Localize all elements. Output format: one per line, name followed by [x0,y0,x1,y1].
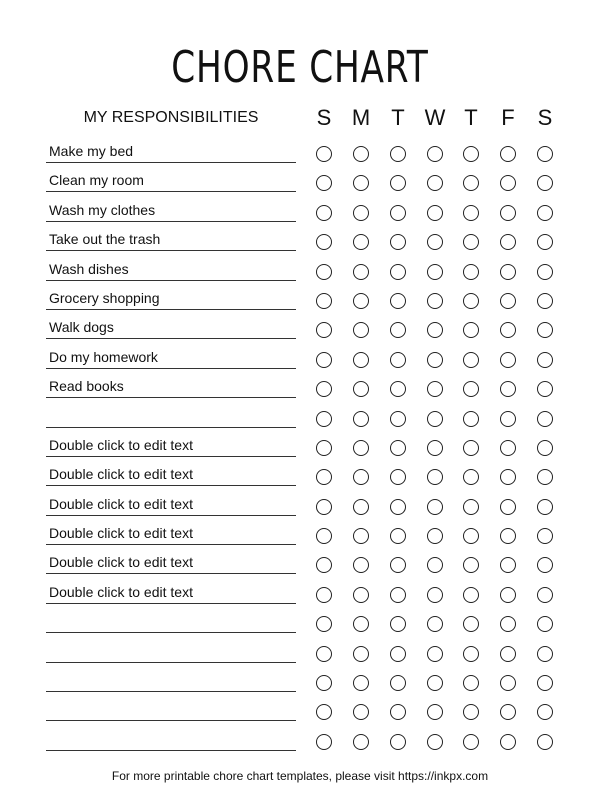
chore-label[interactable]: Take out the trash [46,227,296,251]
chore-label[interactable]: Double click to edit text [46,492,296,516]
day-checkbox[interactable] [390,734,406,750]
day-checkbox[interactable] [353,469,369,485]
responsibilities-header: MY RESPONSIBILITIES [83,109,259,126]
chore-label[interactable]: Make my bed [46,139,296,163]
day-header-3: W [424,105,446,130]
chore-label[interactable]: Do my homework [46,345,296,369]
day-checkbox[interactable] [316,381,332,397]
day-checkbox[interactable] [390,411,406,427]
chore-label[interactable]: Clean my room [46,168,296,192]
day-checkbox[interactable] [427,234,443,250]
day-checkbox[interactable] [316,440,332,456]
day-checkbox[interactable] [353,234,369,250]
day-checkbox[interactable] [316,146,332,162]
day-checkbox[interactable] [427,411,443,427]
chore-row [0,345,600,374]
day-checkbox[interactable] [500,646,516,662]
chore-row [0,550,600,579]
day-checkbox[interactable] [390,146,406,162]
chore-label[interactable] [46,639,296,663]
day-checkbox[interactable] [463,293,479,309]
day-checkbox[interactable] [390,499,406,515]
day-checkbox[interactable] [390,675,406,691]
day-checkbox[interactable] [427,440,443,456]
day-checkbox[interactable] [463,146,479,162]
day-checkbox[interactable] [537,175,553,191]
chore-row [0,609,600,638]
chore-row [0,580,600,609]
day-checkbox[interactable] [316,205,332,221]
day-checkbox[interactable] [500,352,516,368]
chore-label[interactable] [46,404,296,428]
day-checkbox[interactable] [500,293,516,309]
day-checkbox[interactable] [316,469,332,485]
day-checkbox[interactable] [390,528,406,544]
day-checkbox[interactable] [463,205,479,221]
day-checkbox[interactable] [463,411,479,427]
chore-row [0,257,600,286]
day-checkbox[interactable] [500,469,516,485]
day-checkbox[interactable] [537,557,553,573]
day-checkbox[interactable] [390,440,406,456]
day-checkbox[interactable] [390,205,406,221]
day-header-0: S [316,105,332,130]
day-checkbox[interactable] [390,469,406,485]
day-checkbox[interactable] [463,734,479,750]
day-checkbox[interactable] [427,205,443,221]
day-checkbox[interactable] [353,293,369,309]
chore-row [0,168,600,197]
day-checkbox[interactable] [537,264,553,280]
chore-row [0,404,600,433]
day-checkbox[interactable] [353,587,369,603]
day-checkbox[interactable] [463,234,479,250]
day-checkbox[interactable] [427,322,443,338]
chore-row [0,462,600,491]
day-checkbox[interactable] [427,499,443,515]
chore-row [0,727,600,756]
day-checkbox[interactable] [316,499,332,515]
page-title: CHORE CHART [171,42,429,93]
day-checkbox[interactable] [500,146,516,162]
day-checkbox[interactable] [463,264,479,280]
chore-label[interactable]: Double click to edit text [46,580,296,604]
day-checkbox[interactable] [427,616,443,632]
chore-label[interactable] [46,668,296,692]
day-checkbox[interactable] [390,616,406,632]
day-checkbox[interactable] [427,264,443,280]
day-checkbox[interactable] [427,175,443,191]
day-checkbox[interactable] [427,557,443,573]
chore-row [0,668,600,697]
day-checkbox[interactable] [390,175,406,191]
day-checkbox[interactable] [353,646,369,662]
day-checkbox[interactable] [427,146,443,162]
day-checkbox[interactable] [463,175,479,191]
day-checkbox[interactable] [537,587,553,603]
day-checkbox[interactable] [353,175,369,191]
day-checkbox[interactable] [390,557,406,573]
chore-row [0,639,600,668]
day-checkbox[interactable] [427,704,443,720]
day-checkbox[interactable] [353,557,369,573]
day-checkbox[interactable] [390,381,406,397]
day-checkbox[interactable] [500,322,516,338]
day-checkbox[interactable] [353,352,369,368]
day-checkbox[interactable] [353,675,369,691]
day-checkbox[interactable] [316,616,332,632]
day-checkbox[interactable] [500,557,516,573]
day-checkbox[interactable] [537,675,553,691]
day-checkbox[interactable] [537,146,553,162]
chore-label[interactable] [46,609,296,633]
day-checkbox[interactable] [316,587,332,603]
day-checkbox[interactable] [316,264,332,280]
day-checkbox[interactable] [500,411,516,427]
day-checkbox[interactable] [500,734,516,750]
day-checkbox[interactable] [316,528,332,544]
day-checkbox[interactable] [500,440,516,456]
day-header-1: M [351,105,371,130]
day-checkbox[interactable] [390,293,406,309]
day-checkbox[interactable] [537,734,553,750]
day-checkbox[interactable] [353,616,369,632]
chore-row [0,286,600,315]
day-checkbox[interactable] [427,352,443,368]
day-checkbox[interactable] [537,322,553,338]
day-checkbox[interactable] [427,734,443,750]
day-checkbox[interactable] [537,293,553,309]
day-checkbox[interactable] [427,646,443,662]
day-checkbox[interactable] [390,646,406,662]
day-checkbox[interactable] [500,205,516,221]
chore-label[interactable] [46,727,296,751]
footer-note: For more printable chore chart templates, please visit https://inkpx.com [111,769,489,783]
day-checkbox[interactable] [427,528,443,544]
day-checkbox[interactable] [316,322,332,338]
chore-row [0,433,600,462]
day-header-row [0,104,600,132]
day-checkbox[interactable] [500,528,516,544]
day-checkbox[interactable] [390,264,406,280]
chore-row [0,697,600,726]
day-checkbox[interactable] [316,557,332,573]
day-checkbox[interactable] [390,322,406,338]
chore-row [0,374,600,403]
day-checkbox[interactable] [500,675,516,691]
chore-label[interactable] [46,697,296,721]
day-checkbox[interactable] [316,675,332,691]
day-checkbox[interactable] [537,352,553,368]
day-checkbox[interactable] [353,440,369,456]
day-checkbox[interactable] [353,264,369,280]
day-checkbox[interactable] [353,704,369,720]
day-header-6: S [537,105,553,130]
day-checkbox[interactable] [463,322,479,338]
day-checkbox[interactable] [537,381,553,397]
day-checkbox[interactable] [463,704,479,720]
day-checkbox[interactable] [427,293,443,309]
day-checkbox[interactable] [537,469,553,485]
day-checkbox[interactable] [316,704,332,720]
day-checkbox[interactable] [463,440,479,456]
chore-row [0,198,600,227]
chore-label[interactable]: Double click to edit text [46,550,296,574]
day-checkbox[interactable] [316,293,332,309]
day-checkbox[interactable] [427,381,443,397]
day-checkbox[interactable] [316,352,332,368]
day-checkbox[interactable] [537,704,553,720]
day-checkbox[interactable] [353,146,369,162]
day-checkbox[interactable] [537,616,553,632]
day-checkbox[interactable] [316,646,332,662]
chore-label[interactable]: Double click to edit text [46,462,296,486]
day-checkbox[interactable] [390,352,406,368]
day-checkbox[interactable] [463,469,479,485]
day-checkbox[interactable] [500,381,516,397]
day-checkbox[interactable] [500,704,516,720]
day-checkbox[interactable] [463,675,479,691]
day-checkbox[interactable] [353,205,369,221]
chore-label[interactable]: Wash dishes [46,257,296,281]
chore-list [0,139,600,756]
day-checkbox[interactable] [390,704,406,720]
day-header-5: F [501,105,515,130]
chore-label[interactable]: Read books [46,374,296,398]
day-checkbox[interactable] [316,734,332,750]
day-checkbox[interactable] [537,205,553,221]
day-checkbox[interactable] [463,381,479,397]
day-checkbox[interactable] [537,646,553,662]
day-checkbox[interactable] [316,411,332,427]
day-checkbox[interactable] [500,175,516,191]
day-checkbox[interactable] [537,440,553,456]
chore-label[interactable]: Double click to edit text [46,521,296,545]
day-checkbox[interactable] [353,499,369,515]
chore-row [0,315,600,344]
day-checkbox[interactable] [500,587,516,603]
day-checkbox[interactable] [316,234,332,250]
day-checkbox[interactable] [537,411,553,427]
chore-row [0,492,600,521]
day-checkbox[interactable] [500,264,516,280]
chore-label[interactable]: Grocery shopping [46,286,296,310]
day-checkbox[interactable] [537,499,553,515]
day-checkbox[interactable] [390,587,406,603]
day-checkbox[interactable] [427,675,443,691]
chore-row [0,521,600,550]
chore-label[interactable]: Double click to edit text [46,433,296,457]
day-checkbox[interactable] [463,587,479,603]
day-checkbox[interactable] [463,557,479,573]
day-checkbox[interactable] [427,587,443,603]
day-header-2: T [391,105,405,130]
day-checkbox[interactable] [537,234,553,250]
day-checkbox[interactable] [463,499,479,515]
day-checkbox[interactable] [463,528,479,544]
chore-label[interactable]: Wash my clothes [46,198,296,222]
day-checkbox[interactable] [500,499,516,515]
chore-row [0,227,600,256]
day-checkbox[interactable] [463,352,479,368]
chore-row [0,139,600,168]
day-checkbox[interactable] [390,234,406,250]
day-checkbox[interactable] [537,528,553,544]
day-checkbox[interactable] [500,616,516,632]
day-checkbox[interactable] [463,616,479,632]
day-checkbox[interactable] [353,322,369,338]
day-checkbox[interactable] [353,734,369,750]
day-checkbox[interactable] [500,234,516,250]
day-checkbox[interactable] [463,646,479,662]
day-header-4: T [464,105,478,130]
day-checkbox[interactable] [353,381,369,397]
day-checkbox[interactable] [353,411,369,427]
day-checkbox[interactable] [316,175,332,191]
day-checkbox[interactable] [427,469,443,485]
day-checkbox[interactable] [353,528,369,544]
chore-label[interactable]: Walk dogs [46,315,296,339]
